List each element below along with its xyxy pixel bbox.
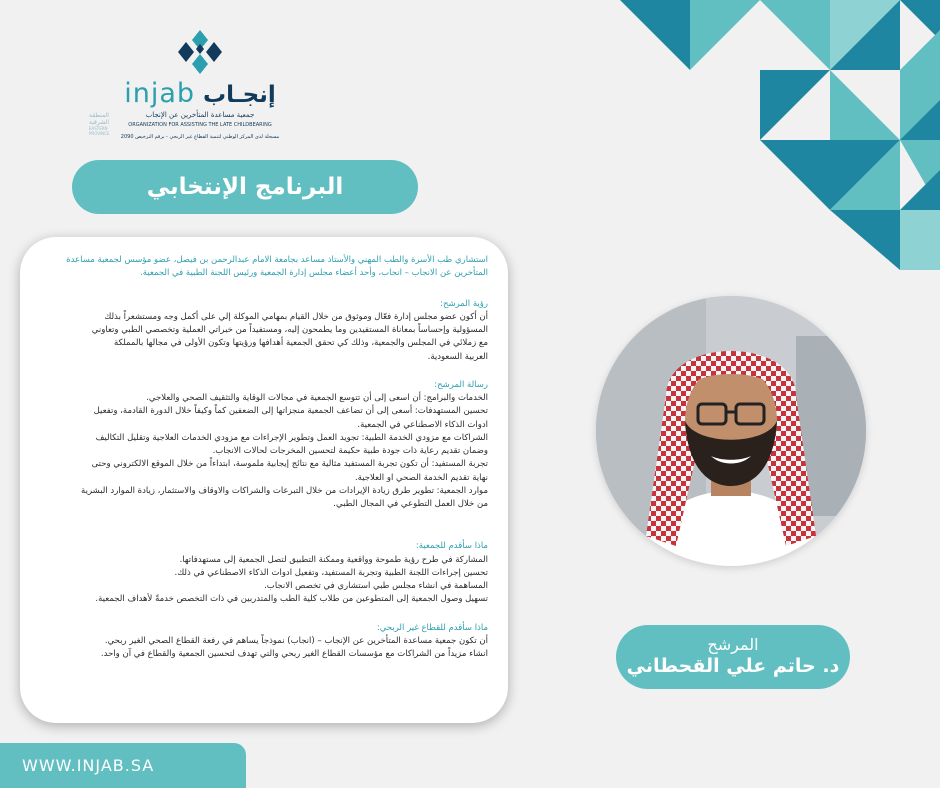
program-title-pill [72,160,418,214]
candidate-name: د. حاتم علي القحطاني [626,655,840,678]
nonprofit-heading: ماذا سأقدم للقطاع غير الربحي: [376,622,488,633]
mission-line: نهاية تقديم الخدمة الصحي او العلاجية. [354,472,488,483]
candidate-portrait-icon [596,296,866,566]
org-name-english: ORGANIZATION FOR ASSISTING THE LATE CHILDBEARING [128,121,272,128]
candidate-photo [596,296,866,566]
contribution-line: المشاركة في طرح رؤية طموحة وواقعية وممكنة التطبيق لتصل الجمعية إلى مستهدفاتها. [179,554,488,565]
website-link[interactable]: WWW.INJAB.SA [22,756,155,775]
contribution-line: تسهيل وصول الجمعية إلى المتطوعين من طلاب كلية الطب والمتدربين في ذات التخصص خدمةً لأهداف الجمعية. [95,594,488,605]
injab-logo [89,30,305,140]
mission-line: ادوات الذكاء الاصطناعي في الجمعية. [357,419,488,430]
region-english: EASTERN PROVINCE [89,126,110,136]
mission-line: موارد الجمعية: تطوير طرق زيادة الإيرادات من خلال التبرعات والشراكات والاوقاف والاستثمار، زيادة الموارد البشرية [81,485,488,496]
mission-line: الشراكات مع مزودي الخدمة الطبية: تجويد العمل وتطوير الإجراءات مع مزودي الخدمات العلاجية وتقليل التكاليف [95,432,488,443]
bio-intro: استشاري طب الأسرة والطب المهني والأستاذ مساعد بجامعة الامام عبدالرحمن بن فيصل، عضو مؤسس لجمعية مساعدة المتأخرين عن الانجاب – انجاب، وأحد أعضاء مجلس إدارة الجمعية ورئيس اللجنة الطبية في الجمعية. [66,255,488,279]
candidate-label [616,625,850,689]
candidate-role: المرشح [707,635,759,655]
mission-line: من خلال العمل التطوعي في المجال الطبي. [333,499,488,509]
contribution-line: المساهمة في انشاء مجلس طبي استشاري في تخصص الانجاب. [264,581,488,591]
vision-line: مع زملائي في المجلس والجمعية، وذلك كي تحقق الجمعية أهدافها ورؤيتها وتكون الأولى في مجالها بالمملكة [113,338,488,349]
contribution-line: تحسين إجراءات اللجنة الطبية وتجربة المستفيد، وتفعيل ادوات الذكاء الاصطناعي في ذلك. [174,567,488,578]
program-card [20,237,508,723]
nonprofit-line: أن تكون جمعية مساعدة المتأخرين عن الإنجاب – (انجاب) نموذجاً يساهم في رفعة القطاع الصحي الغير ربحي. [104,635,488,646]
nonprofit-line: انشاء مزيداً من الشراكات مع مؤسسات القطاع الغير ربحي والتي تهدف لتحسين الجمعية والقطاع في آن واحد. [100,649,488,659]
vision-heading: رؤية المرشح: [440,298,488,309]
vision-line: العربية السعودية. [427,351,488,362]
website-banner [0,743,246,788]
org-name-arabic: جمعية مساعدة المتأخرين عن الإنجاب [145,111,255,119]
vision-line: أن أكون عضو مجلس إدارة فعّال وموثوق من خلال القيام بمهامي الموكلة إلي على أكمل وجه ومستشعراً بذلك [104,311,488,322]
mission-line: تجربة المستفيد: أن تكون تجربة المستفيد مثالية مع نتائج إيجابية ملموسة، ابتداءاً من خلال الموقع الالكتروني وحتى [91,459,488,470]
contribution-heading: ماذا سأقدم للجمعية: [415,541,488,552]
mission-line: وضمان تقديم رعاية ذات جودة طبية حكيمة لتحسين المخرجات لحالات الانجاب. [212,446,488,456]
mission-line: الخدمات والبرامج: أن اسعى إلى أن تتوسع الجمعية في مجالات الوقاية والتثقيف الصحي والعلاجي. [146,393,488,403]
decorative-triangle-pattern [620,0,940,270]
logo-latin-text: injab [124,78,196,109]
logo-arabic-text: إنجـاب [203,82,276,108]
registration-text: مسجلة لدى المركز الوطني لتنمية القطاع غير الربحي - برقم الترخيص 2090 [120,134,280,140]
vision-line: المسؤولية وإحساساً بمعاناة المستفيدين وما يطمحون إليه، ومستفيداً من خبراتي العملية وتخصصي الطبي وتعاوني [91,325,488,335]
mission-line: تحسين المستهدفات: أسعى إلى أن تضاعف الجمعية منجزاتها إلى الضعفين كماً وكيفاً خلال الدورة القادمة، وتفعيل [93,406,488,417]
region-arabic: المنطقة الشرقية [89,112,110,126]
program-title: البرنامج الإنتخابي [146,174,344,200]
logo-mark-icon [176,30,224,76]
mission-heading: رسالة المرشح: [434,379,488,390]
